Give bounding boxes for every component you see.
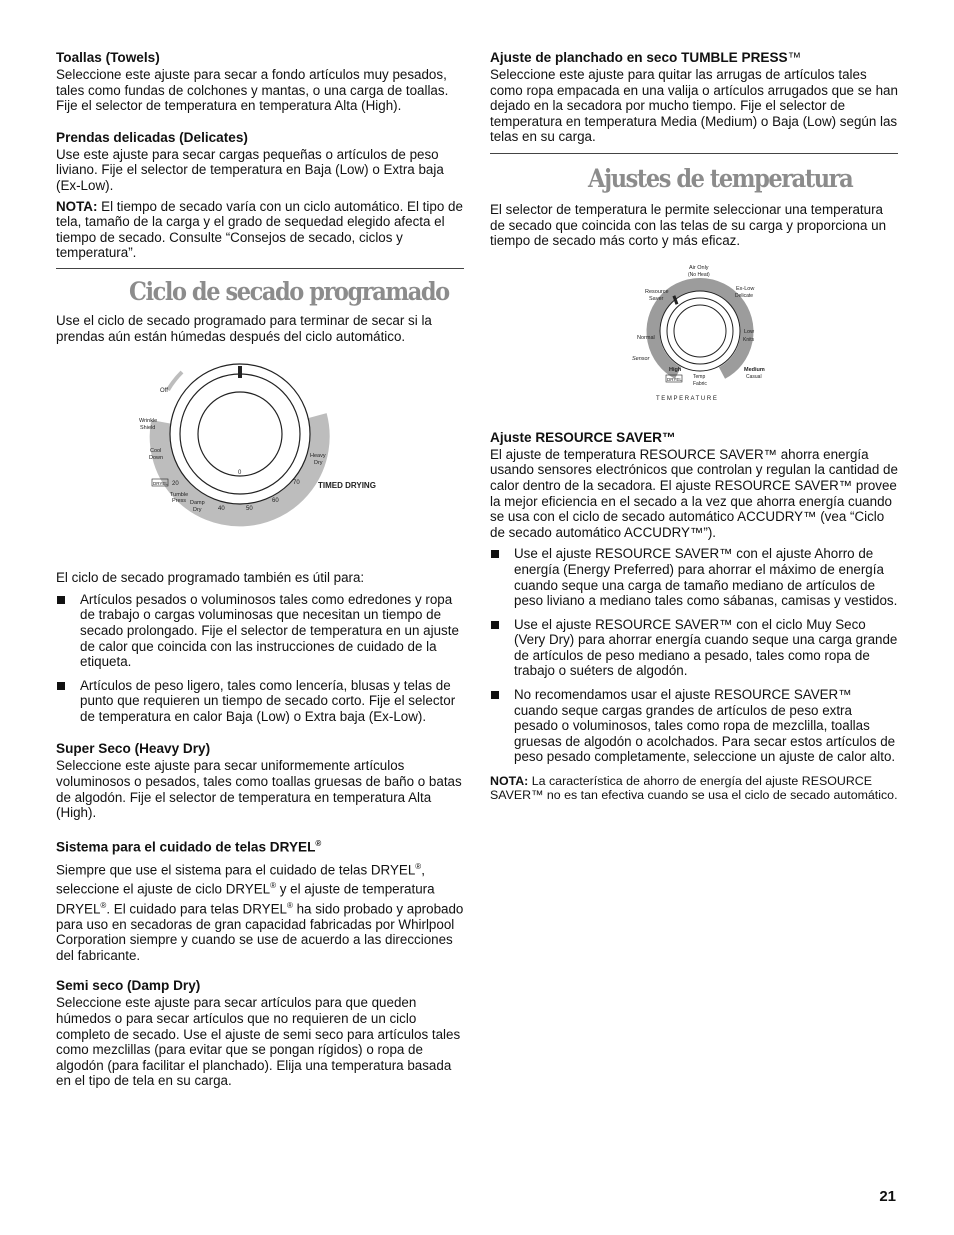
heavy-dry-heading: Super Seco (Heavy Dry) — [56, 741, 211, 757]
temp-caption: T E M P E R A T U R E — [656, 395, 717, 402]
list-item: Use el ajuste RESOURCE SAVER™ con el ciclo Muy Seco (Very Dry) para ahorrar energía cuando seque una carga grande de artículos de peso mediano a pesado, tales como ropa de trabajo o suéters de algodón. — [490, 617, 898, 679]
temp-air-1: Air Only — [689, 264, 709, 271]
dryel-body-part: ha sido probado y aprobado para uso en secadoras de gran capacidad fabricadas por Whirlpool Corporation siempre y cuando se use de acuerdo a las direcciones del fabricante. — [56, 900, 464, 963]
note-label: NOTA: — [490, 774, 529, 789]
timed-intro: Use el ciclo de secado programado para terminar de secar si la prendas aún están húmedas después del ciclo automático. — [56, 312, 432, 344]
dryel-heading-reg: ® — [315, 838, 322, 848]
reg-mark: ® — [286, 900, 293, 910]
note-text: El tiempo de secado varía con un ciclo automático. El tipo de tela, tamaño de la carga y el grado de sequedad elegido afecta el tiempo de secado. Consulte “Consejos de secado, ciclos y temperatura”. — [56, 198, 463, 261]
dial-wrinkle-2: Shield — [140, 425, 156, 432]
resource-saver-heading: Ajuste RESOURCE SAVER™ — [490, 429, 676, 445]
dryel-body-part: y el ajuste de temperatura DRYEL — [56, 881, 435, 916]
reg-mark: ® — [270, 881, 277, 891]
resource-note — [490, 774, 898, 802]
timed-bullets — [56, 592, 464, 725]
left-column — [56, 50, 464, 1089]
dial-damp-1: Damp — [190, 500, 205, 507]
list-item: Artículos pesados o voluminosos tales como edredones y ropa de trabajo o cargas voluminosas que necesitan un tiempo de secado prolongado. Fije el selector de temperatura en un ajuste de calor que coincida con las instrucciones de cuidado de la etiqueta. — [56, 592, 464, 670]
dial-70: 70 — [293, 480, 300, 487]
dial-heavy-1: Heavy — [310, 453, 326, 460]
temp-low-2: Knits — [743, 336, 755, 343]
temp-low-1: Low — [744, 328, 755, 335]
temp-air-2: (No Heat) — [688, 271, 710, 278]
dial-cool-1: Cool — [150, 448, 162, 455]
dial-cool-2: Down — [149, 455, 164, 462]
temperature-title-wrap — [490, 162, 898, 196]
dryel-body — [56, 859, 464, 963]
dial-zero: 0 — [238, 470, 242, 477]
dial-60: 60 — [272, 498, 279, 505]
timed-title-wrap — [56, 275, 464, 309]
note-label: NOTA: — [56, 198, 98, 214]
temp-res-1: Resource — [645, 288, 669, 295]
timed-useful-for: El ciclo de secado programado también es útil para: — [56, 570, 365, 586]
reg-mark: ® — [415, 862, 422, 872]
timed-drying-title: Ciclo de secado programado — [129, 277, 449, 307]
tumble-press-body: Seleccione este ajuste para quitar las arrugas de artículos tales como ropa empacada en una valija o artículos arrugados que se han dejado en la secadora por mucho tiempo. Fije el selector de temperatura en temperatura Media (Medium) o Baja (Low) según las telas en su carga. — [490, 67, 898, 145]
dial-20: 20 — [172, 481, 179, 488]
dryel-heading-text: Sistema para el cuidado de telas DRYEL — [56, 839, 316, 855]
resource-bullets — [490, 546, 898, 765]
page-number: 21 — [879, 1188, 896, 1205]
dial-50: 50 — [246, 506, 253, 513]
dial-arc-tick — [168, 372, 182, 390]
dial-pointer — [238, 366, 242, 378]
temperature-dial — [490, 261, 898, 411]
temp-res-2: Saver — [649, 295, 664, 302]
dryel-body-part: Siempre que use el sistema para el cuidado de telas DRYEL — [56, 862, 416, 878]
list-item: Artículos de peso ligero, tales como lencería, blusas y telas de punto que requieren un tiempo de secado corto. Fije el selector de temperatura en calor Baja (Low) o Extra baja (Ex-Low). — [56, 678, 464, 725]
damp-dry-body: Seleccione este ajuste para secar artículos para que queden húmedos o para secar artículos que no requieren de un ciclo completo de secado. Use el ajuste de semi seco para artículos tales como mezclillas (para evitar que se pongan rígidos) o ropa de algodón (para facilitar el planchado). Elija una temperatura basada en el tipo de tela en su carga. — [56, 995, 461, 1089]
dial-caption: TIMED DRYING — [318, 481, 376, 491]
resource-saver-body: El ajuste de temperatura RESOURCE SAVER™ ahorra energía usando sensores electrónicos que controlan y regulan la cantidad de calor dentro de la secadora. El ajuste RESOURCE SAVER™ provee la mejor eficiencia en el secado a la vez que ahorra energía cuando se usa con el ciclo de secado automático ACCUDRY™ (vea “Ciclo de secado automático ACCUDRY™”). — [490, 446, 898, 540]
list-item: No recomendamos usar el ajuste RESOURCE SAVER™ cuando seque cargas grandes de artículos de peso extra pesado o voluminosos, tales como ropa de mezclilla, toallas gruesas de algodón o acolchados. Para secar estos artículos de peso pesado completamente, seleccione un ajuste de calor alto. — [490, 687, 898, 765]
dial-off: Off — [160, 388, 168, 395]
right-column — [490, 50, 898, 802]
reg-mark: ® — [100, 900, 107, 910]
temperature-title: Ajustes de temperatura — [588, 164, 853, 194]
temp-exlow-1: Ex-Low — [736, 285, 755, 292]
temp-dryel: DRYEL — [667, 376, 682, 382]
towels-body: Seleccione este ajuste para secar a fondo artículos muy pesados, tales como fundas de colchones y mantas, o una carga de toallas. Fije el selector de temperatura en temperatura Alta (High). — [56, 67, 449, 114]
timed-drying-dial — [56, 362, 464, 562]
list-item: Use el ajuste RESOURCE SAVER™ con el ajuste Ahorro de energía (Energy Preferred) para ahorrar el máximo de energía cuando seque una carga de tamaño mediano de artículos de peso liviano a mediano tales como sábanas, camisas y vestidos. — [490, 546, 898, 608]
note-text: La característica de ahorro de energía del ajuste RESOURCE SAVER™ no es tan efectiva cuando se usa el ciclo de secado automático. — [490, 774, 898, 803]
dryel-heading — [56, 836, 464, 856]
dial-damp-2: Dry — [193, 507, 202, 514]
delicates-note — [56, 199, 464, 261]
trademark: ™ — [787, 50, 802, 65]
dial-dryel: DRYEL — [153, 481, 168, 487]
divider — [56, 268, 464, 269]
dryel-body-part: . El cuidado para telas DRYEL — [106, 900, 287, 916]
temp-temp-2: Fabric — [693, 380, 707, 387]
divider — [490, 153, 898, 154]
towels-heading: Toallas (Towels) — [56, 50, 160, 65]
temp-exlow-2: Delicate — [735, 292, 754, 299]
temp-temp-1: Temp — [693, 373, 706, 380]
temp-normal: Normal — [637, 334, 655, 341]
temperature-intro: El selector de temperatura le permite seleccionar una temperatura de secado que coincida con las telas de su carga y proporciona un tiempo de secado más corto y más eficaz. — [490, 201, 887, 249]
dial-40: 40 — [218, 506, 225, 513]
temp-medium-2: Casual — [746, 373, 762, 380]
dial-knob-inner — [198, 392, 282, 476]
dryel-body-part: , seleccione el ajuste de ciclo DRYEL — [56, 862, 425, 897]
heavy-dry-body: Seleccione este ajuste para secar uniformemente artículos voluminosos o pesados, tales como toallas gruesas de baño o batas de algodón. Fije el selector de temperatura en temperatura Alta (High). — [56, 758, 462, 821]
damp-dry-heading: Semi seco (Damp Dry) — [56, 978, 201, 994]
dial-heavy-2: Dry — [314, 460, 323, 467]
tumble-press-heading-text: Ajuste de planchado en seco TUMBLE PRESS — [490, 50, 788, 65]
dial-tumble-2: Press — [172, 498, 187, 505]
tumble-press-heading — [490, 50, 898, 66]
dial-wrinkle-1: Wrinkle — [139, 418, 158, 425]
dial-tumble-1: Tumble — [170, 492, 189, 499]
delicates-heading: Prendas delicadas (Delicates) — [56, 129, 248, 145]
temp-high: High — [669, 366, 682, 373]
temp-sensor: Sensor — [632, 355, 650, 362]
delicates-body: Use este ajuste para secar cargas pequeñas o artículos de peso liviano. Fije el selector de temperatura en Baja (Low) o Extra baja (Ex-Low). — [56, 146, 444, 193]
temp-medium-1: Medium — [744, 366, 765, 373]
temp-dial-knob-inner — [674, 305, 726, 357]
